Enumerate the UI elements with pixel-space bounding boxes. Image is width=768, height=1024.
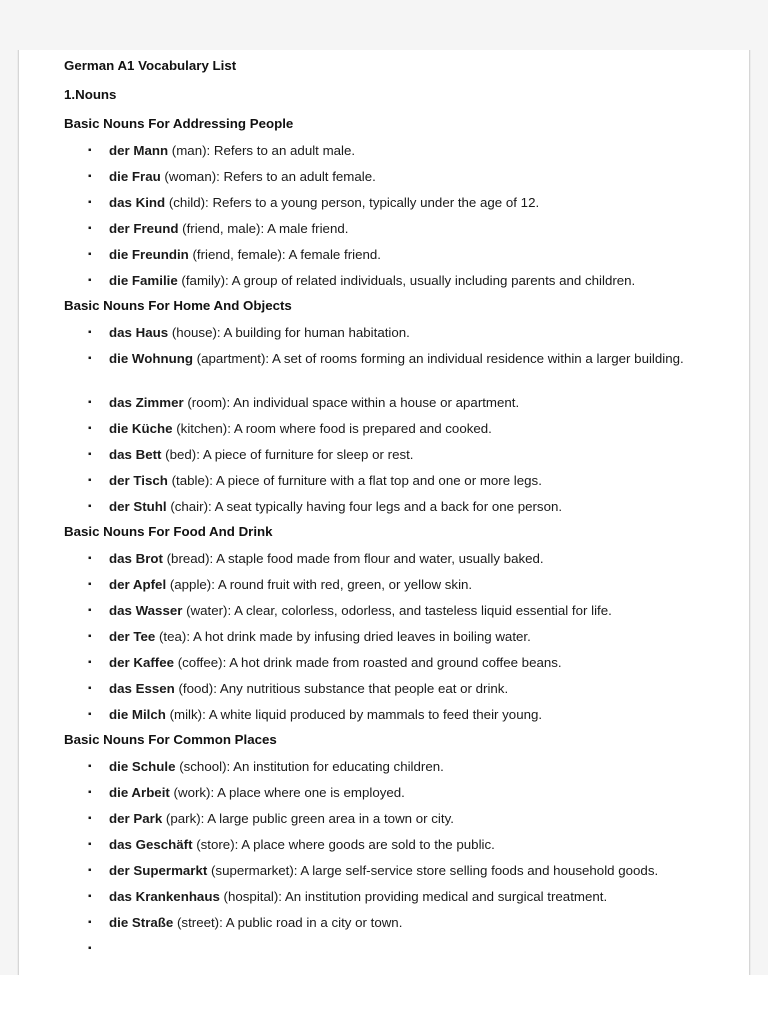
- bullet-icon: ▪: [88, 145, 92, 156]
- vocab-term: die Frau: [109, 169, 161, 184]
- vocab-gloss: (park): A large public green area in a town or city.: [162, 811, 454, 826]
- vocab-term: das Kind: [109, 195, 166, 210]
- list-item: [64, 194, 724, 220]
- vocab-gloss: (family): A group of related individuals, usually including parents and children.: [177, 273, 636, 288]
- bullet-icon: ▪: [88, 553, 92, 564]
- list-item: [64, 550, 724, 576]
- vocab-term: das Essen: [109, 681, 175, 696]
- bullet-icon: ▪: [88, 449, 92, 460]
- list-item: [64, 168, 724, 194]
- vocab-gloss: (bread): A staple food made from flour and water, usually baked.: [162, 551, 544, 566]
- vocab-term: der Apfel: [109, 577, 167, 592]
- list-item: [64, 680, 724, 706]
- list-item: [64, 394, 724, 420]
- bullet-icon: ▪: [88, 605, 92, 616]
- bullet-icon: ▪: [88, 579, 92, 590]
- vocab-list-places: [64, 758, 724, 966]
- vocab-term: die Wohnung: [109, 351, 193, 366]
- bullet-icon: ▪: [88, 787, 92, 798]
- vocab-gloss: (woman): Refers to an adult female.: [160, 169, 376, 184]
- vocab-term: die Familie: [109, 273, 178, 288]
- vocab-gloss: (chair): A seat typically having four legs and a back for one person.: [166, 499, 563, 514]
- vocab-term: die Straße: [109, 915, 174, 930]
- document-page: [18, 50, 750, 975]
- category-heading-places: Basic Nouns For Common Places: [64, 732, 277, 747]
- category-heading-food: Basic Nouns For Food And Drink: [64, 524, 273, 539]
- vocab-gloss: (store): A place where goods are sold to the public.: [192, 837, 495, 852]
- vocab-list-home: [64, 324, 724, 524]
- bullet-icon: ▪: [88, 397, 92, 408]
- vocab-term: der Supermarkt: [109, 863, 208, 878]
- vocab-gloss: (school): An institution for educating children.: [175, 759, 444, 774]
- list-item: [64, 498, 724, 524]
- vocab-gloss: (man): Refers to an adult male.: [168, 143, 356, 158]
- page-content: [64, 58, 724, 966]
- vocab-gloss: (room): An individual space within a house or apartment.: [183, 395, 520, 410]
- vocab-gloss: (apple): A round fruit with red, green, or yellow skin.: [166, 577, 473, 592]
- vocab-gloss: (street): A public road in a city or town.: [173, 915, 403, 930]
- vocab-gloss: (coffee): A hot drink made from roasted and ground coffee beans.: [174, 655, 562, 670]
- bullet-icon: ▪: [88, 275, 92, 286]
- bullet-icon: ▪: [88, 353, 92, 364]
- bullet-icon: ▪: [88, 501, 92, 512]
- bullet-icon: ▪: [88, 197, 92, 208]
- vocab-term: die Freundin: [109, 247, 189, 262]
- vocab-gloss: (friend, male): A male friend.: [178, 221, 349, 236]
- vocab-gloss: (apartment): A set of rooms forming an individual residence within a larger building.: [192, 351, 684, 366]
- bullet-icon: ▪: [88, 813, 92, 824]
- vocab-term: der Mann: [109, 143, 169, 158]
- category-heading-home: Basic Nouns For Home And Objects: [64, 298, 292, 313]
- vocab-term: das Zimmer: [109, 395, 184, 410]
- vocab-term: die Milch: [109, 707, 166, 722]
- bullet-icon: ▪: [88, 327, 92, 338]
- document-title: German A1 Vocabulary List: [64, 58, 237, 73]
- vocab-gloss: (supermarket): A large self-service store selling foods and household goods.: [207, 863, 659, 878]
- vocab-list-food: [64, 550, 724, 732]
- bullet-icon: ▪: [88, 839, 92, 850]
- list-item: [64, 472, 724, 498]
- vocab-term: das Bett: [109, 447, 162, 462]
- list-item: [64, 784, 724, 810]
- vocab-term: das Krankenhaus: [109, 889, 220, 904]
- vocab-term: das Brot: [109, 551, 163, 566]
- list-item: [64, 628, 724, 654]
- vocab-gloss: (bed): A piece of furniture for sleep or rest.: [161, 447, 414, 462]
- bullet-icon: ▪: [88, 943, 92, 954]
- bullet-icon: ▪: [88, 709, 92, 720]
- bullet-icon: ▪: [88, 683, 92, 694]
- vocab-gloss: (water): A clear, colorless, odorless, and tasteless liquid essential for life.: [182, 603, 612, 618]
- vocab-term: der Tisch: [109, 473, 168, 488]
- list-item: [64, 914, 724, 940]
- vocab-term: die Arbeit: [109, 785, 170, 800]
- bullet-icon: ▪: [88, 223, 92, 234]
- vocab-term: der Stuhl: [109, 499, 167, 514]
- bullet-icon: ▪: [88, 631, 92, 642]
- list-item: [64, 836, 724, 862]
- list-item: [64, 272, 724, 298]
- bullet-icon: ▪: [88, 891, 92, 902]
- vocab-gloss: (tea): A hot drink made by infusing dried leaves in boiling water.: [155, 629, 531, 644]
- vocab-gloss: (kitchen): A room where food is prepared and cooked.: [172, 421, 492, 436]
- viewer-bottom-margin: [0, 975, 768, 1024]
- vocab-gloss: (milk): A white liquid produced by mammals to feed their young.: [165, 707, 543, 722]
- bullet-icon: ▪: [88, 475, 92, 486]
- bullet-icon: ▪: [88, 423, 92, 434]
- list-item: [64, 446, 724, 472]
- list-item: [64, 420, 724, 446]
- vocab-term: die Küche: [109, 421, 173, 436]
- bullet-icon: ▪: [88, 917, 92, 928]
- bullet-icon: ▪: [88, 865, 92, 876]
- list-item: [64, 888, 724, 914]
- vocab-gloss: (hospital): An institution providing medical and surgical treatment.: [219, 889, 608, 904]
- vocab-gloss: (child): Refers to a young person, typically under the age of 12.: [165, 195, 540, 210]
- list-item: [64, 142, 724, 168]
- vocab-term: der Park: [109, 811, 163, 826]
- list-item: [64, 810, 724, 836]
- section-heading-nouns: 1.Nouns: [64, 87, 117, 102]
- vocab-term: die Schule: [109, 759, 176, 774]
- vocab-term: das Wasser: [109, 603, 183, 618]
- vocab-term: der Tee: [109, 629, 156, 644]
- list-item: [64, 940, 724, 966]
- list-item: [64, 758, 724, 784]
- category-heading-people: Basic Nouns For Addressing People: [64, 116, 294, 131]
- vocab-list-people: [64, 142, 724, 298]
- vocab-gloss: (friend, female): A female friend.: [188, 247, 381, 262]
- bullet-icon: ▪: [88, 249, 92, 260]
- list-item: [64, 246, 724, 272]
- list-item: [64, 220, 724, 246]
- list-item: [64, 862, 724, 888]
- vocab-term: das Geschäft: [109, 837, 193, 852]
- list-item: [64, 654, 724, 680]
- bullet-icon: ▪: [88, 657, 92, 668]
- vocab-term: der Freund: [109, 221, 179, 236]
- vocab-gloss: (work): A place where one is employed.: [169, 785, 405, 800]
- list-item: [64, 324, 724, 350]
- vocab-gloss: (table): A piece of furniture with a flat top and one or more legs.: [167, 473, 542, 488]
- list-item: [64, 706, 724, 732]
- list-item: [64, 350, 724, 394]
- list-item: [64, 602, 724, 628]
- list-item: [64, 576, 724, 602]
- vocab-gloss: (house): A building for human habitation.: [168, 325, 410, 340]
- vocab-term: der Kaffee: [109, 655, 175, 670]
- vocab-gloss: (food): Any nutritious substance that people eat or drink.: [174, 681, 509, 696]
- bullet-icon: ▪: [88, 761, 92, 772]
- bullet-icon: ▪: [88, 171, 92, 182]
- vocab-term: das Haus: [109, 325, 169, 340]
